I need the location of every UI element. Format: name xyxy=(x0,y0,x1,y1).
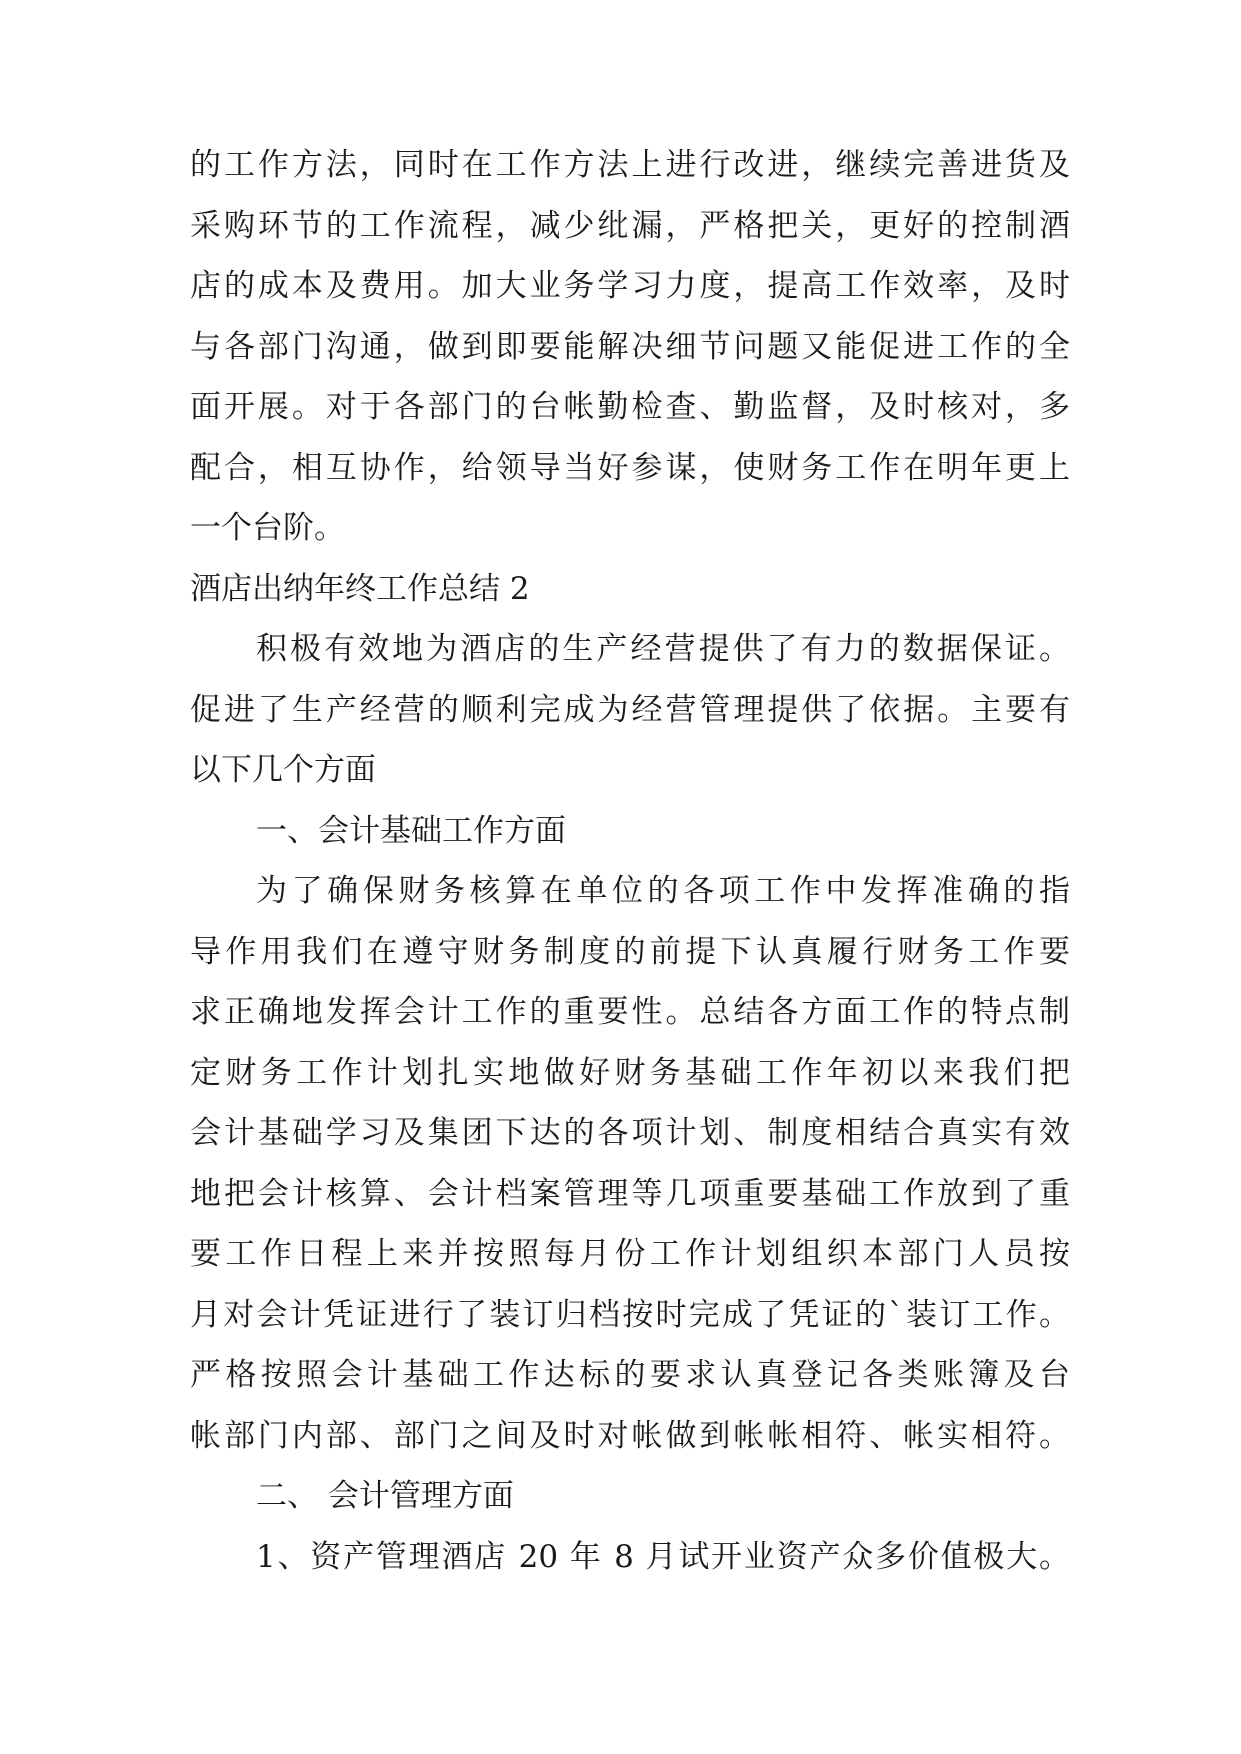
text-line: 求正确地发挥会计工作的重要性。总结各方面工作的特点制 xyxy=(190,994,1070,1030)
text-line: 的工作方法，同时在工作方法上进行改进，继续完善进货及 xyxy=(190,147,1070,183)
text-line: 严格按照会计基础工作达标的要求认真登记各类账簿及台 xyxy=(190,1357,1070,1393)
text-line: 地把会计核算、会计档案管理等几项重要基础工作放到了重 xyxy=(190,1175,1070,1212)
text-line: 促进了生产经营的顺利完成为经营管理提供了依据。主要有 xyxy=(190,691,1070,728)
text-line: 定财务工作计划扎实地做好财务基础工作年初以来我们把 xyxy=(190,1054,1070,1091)
text-line: 要工作日程上来并按照每月份工作计划组织本部门人员按 xyxy=(190,1236,1070,1272)
text-line: 帐部门内部、部门之间及时对帐做到帐帐相符、帐实相符。 xyxy=(190,1417,1070,1454)
text-line: 面开展。对于各部门的台帐勤检查、勤监督，及时核对，多 xyxy=(190,389,1070,425)
section-heading: 酒店出纳年终工作总结 2 xyxy=(190,570,530,607)
text-line: 一、会计基础工作方面 xyxy=(256,812,566,849)
text-line: 为了确保财务核算在单位的各项工作中发挥准确的指 xyxy=(256,873,1070,909)
text-line: 1、资产管理酒店 20 年 8 月试开业资产众多价值极大。 xyxy=(256,1538,1070,1575)
text-line: 采购环节的工作流程，减少纰漏，严格把关，更好的控制酒 xyxy=(190,207,1070,244)
text-line: 配合，相互协作，给领导当好参谋，使财务工作在明年更上 xyxy=(190,449,1070,486)
text-line: 会计基础学习及集团下达的各项计划、制度相结合真实有效 xyxy=(190,1115,1070,1151)
text-line: 以下几个方面 xyxy=(190,752,376,788)
text-line: 店的成本及费用。加大业务学习力度，提高工作效率，及时 xyxy=(190,268,1070,304)
text-line: 导作用我们在遵守财务制度的前提下认真履行财务工作要 xyxy=(190,933,1070,970)
text-line: 二、 会计管理方面 xyxy=(256,1478,514,1514)
text-line: 积极有效地为酒店的生产经营提供了有力的数据保证。 xyxy=(256,631,1070,667)
text-line: 一个台阶。 xyxy=(190,510,345,546)
text-line: 与各部门沟通，做到即要能解决细节问题又能促进工作的全 xyxy=(190,328,1070,365)
text-line: 月对会计凭证进行了装订归档按时完成了凭证的`装订工作。 xyxy=(190,1296,1070,1333)
